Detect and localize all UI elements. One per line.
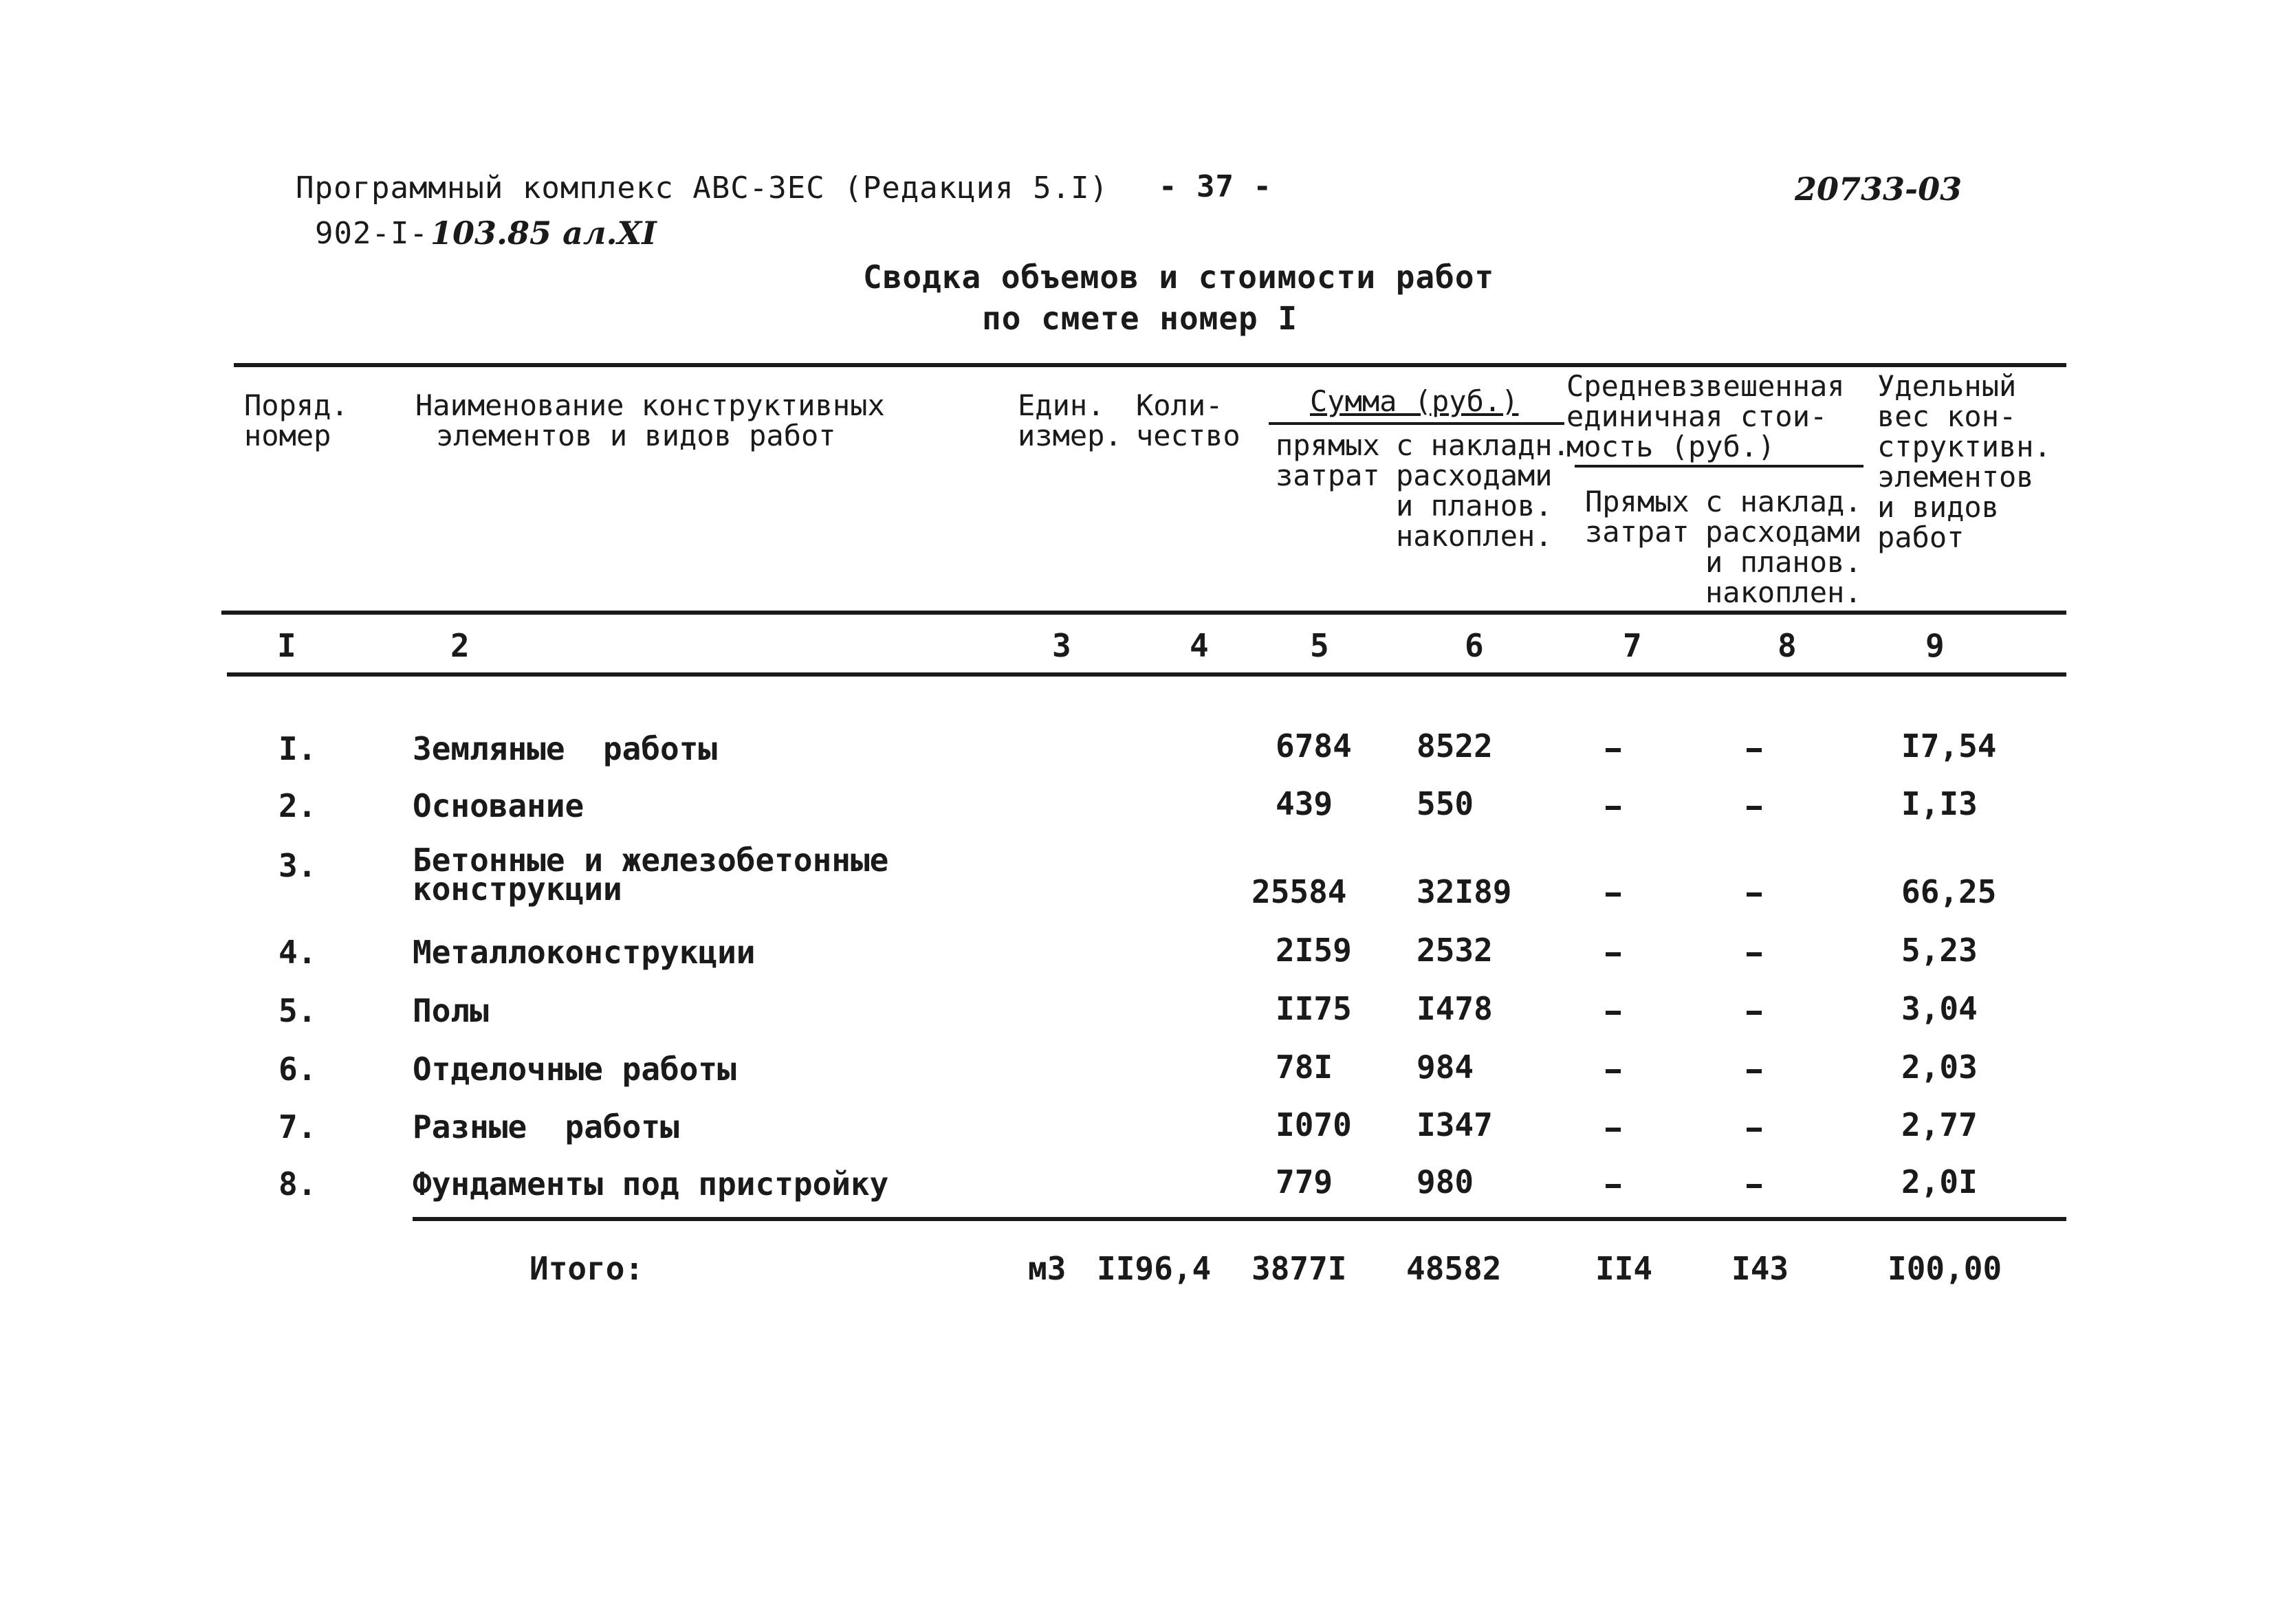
row-direct-costs: 78I bbox=[1276, 1049, 1333, 1086]
row-avg-overhead bbox=[1747, 952, 1762, 956]
row-share: I7,54 bbox=[1901, 727, 1997, 765]
document-prefix: 902-I- bbox=[315, 216, 428, 251]
col-number: 8 bbox=[1778, 627, 1797, 664]
row-number: 5. bbox=[278, 992, 317, 1029]
row-name: Земляные работы bbox=[413, 730, 718, 767]
row-avg-direct bbox=[1606, 1069, 1621, 1073]
row-share: 3,04 bbox=[1901, 990, 1978, 1027]
col-header-avg-group: Средневзвешенная единичная стои- мость (руб.) bbox=[1566, 369, 1845, 463]
row-with-overhead: I478 bbox=[1417, 990, 1493, 1027]
col-number: 4 bbox=[1190, 627, 1209, 664]
row-number: 4. bbox=[278, 934, 317, 971]
row-avg-overhead bbox=[1747, 748, 1762, 752]
col-header-share: Удельный вес кон- структивн. элементов и видов работ bbox=[1877, 369, 2051, 554]
row-direct-costs: I070 bbox=[1276, 1106, 1352, 1143]
total-avg-overhead: I43 bbox=[1731, 1250, 1789, 1287]
col-number: 6 bbox=[1465, 627, 1484, 664]
row-avg-overhead bbox=[1747, 1069, 1762, 1073]
program-name: Программный комплекс АВС-ЗЕС (Редакция 5.I) bbox=[296, 171, 1109, 206]
col-number: 3 bbox=[1052, 627, 1071, 664]
col-header-sum-group: Сумма (руб.) bbox=[1310, 384, 1519, 418]
col-header-direct-costs: прямых затрат bbox=[1276, 428, 1380, 492]
row-avg-overhead bbox=[1747, 1128, 1762, 1132]
row-direct-costs: 6784 bbox=[1276, 727, 1352, 765]
col-header-order: Поряд. номер bbox=[244, 388, 349, 452]
total-unit: м3 bbox=[1028, 1250, 1067, 1287]
row-number: 2. bbox=[278, 787, 317, 824]
row-share: I,I3 bbox=[1901, 785, 1978, 822]
total-avg-direct: II4 bbox=[1595, 1250, 1653, 1287]
col-header-avg-overhead: с наклад. расходами и планов. накоплен. bbox=[1705, 485, 1862, 609]
row-avg-overhead bbox=[1747, 806, 1762, 810]
row-name: Отделочные работы bbox=[413, 1051, 736, 1088]
row-share: 5,23 bbox=[1901, 932, 1978, 969]
row-avg-direct bbox=[1606, 1128, 1621, 1132]
page-number: - 37 - bbox=[1159, 169, 1272, 204]
row-direct-costs: 25584 bbox=[1251, 873, 1347, 910]
row-with-overhead: 32I89 bbox=[1417, 873, 1512, 910]
row-avg-direct bbox=[1606, 952, 1621, 956]
row-avg-direct bbox=[1606, 892, 1621, 897]
col-numbers-bottom-rule bbox=[227, 672, 2066, 677]
avg-group-rule bbox=[1575, 465, 1863, 468]
row-share: 2,03 bbox=[1901, 1049, 1978, 1086]
col-number: 7 bbox=[1623, 627, 1642, 664]
table-title: Сводка объемов и стоимости работ bbox=[863, 259, 1495, 296]
row-share: 66,25 bbox=[1901, 873, 1997, 910]
col-header-quantity: Коли- чество bbox=[1136, 388, 1240, 452]
row-name: Фундаменты под пристройку bbox=[413, 1165, 889, 1203]
total-share: I00,00 bbox=[1888, 1250, 2002, 1287]
row-share: 2,0I bbox=[1901, 1163, 1978, 1200]
row-number: 3. bbox=[278, 847, 317, 884]
col-header-unit: Един. измер. bbox=[1018, 388, 1122, 452]
document-code-right: 20733-03 bbox=[1795, 171, 1963, 208]
row-avg-direct bbox=[1606, 806, 1621, 810]
row-name: Основание bbox=[413, 787, 584, 824]
row-number: I. bbox=[278, 730, 317, 767]
row-number: 8. bbox=[278, 1165, 317, 1203]
row-share: 2,77 bbox=[1901, 1106, 1978, 1143]
total-direct-costs: 3877I bbox=[1251, 1250, 1347, 1287]
row-direct-costs: II75 bbox=[1276, 990, 1352, 1027]
total-label: Итого: bbox=[529, 1250, 644, 1287]
table-top-rule bbox=[234, 363, 2066, 367]
row-direct-costs: 779 bbox=[1276, 1163, 1333, 1200]
row-number: 7. bbox=[278, 1108, 317, 1145]
row-number: 6. bbox=[278, 1051, 317, 1088]
row-name: Металлоконструкции bbox=[413, 934, 756, 971]
col-header-name: Наименование конструктивных элементов и видов работ bbox=[415, 388, 885, 452]
col-number: 2 bbox=[450, 627, 470, 664]
row-avg-overhead bbox=[1747, 1184, 1762, 1188]
row-with-overhead: 550 bbox=[1417, 785, 1474, 822]
col-header-with-overhead: с накладн. расходами и планов. накоплен. bbox=[1396, 428, 1570, 553]
row-avg-overhead bbox=[1747, 892, 1762, 897]
row-direct-costs: 439 bbox=[1276, 785, 1333, 822]
col-number: 5 bbox=[1310, 627, 1329, 664]
document-handwritten-number: 103.85 ал.XI bbox=[430, 215, 657, 252]
row-with-overhead: I347 bbox=[1417, 1106, 1493, 1143]
sum-group-rule bbox=[1269, 422, 1564, 425]
row-avg-overhead bbox=[1747, 1011, 1762, 1015]
row-name: Бетонные и железобетонные конструкции bbox=[413, 842, 889, 908]
row-avg-direct bbox=[1606, 1011, 1621, 1015]
table-subtitle: по смете номер I bbox=[982, 300, 1298, 337]
row-with-overhead: 980 bbox=[1417, 1163, 1474, 1200]
col-number: 9 bbox=[1925, 627, 1945, 664]
col-header-avg-direct: Прямых затрат bbox=[1585, 485, 1690, 549]
total-quantity: II96,4 bbox=[1097, 1250, 1212, 1287]
row-with-overhead: 984 bbox=[1417, 1049, 1474, 1086]
row-name: Полы bbox=[413, 992, 489, 1029]
total-rule bbox=[413, 1217, 2066, 1221]
row-name: Разные работы bbox=[413, 1108, 679, 1145]
row-direct-costs: 2I59 bbox=[1276, 932, 1352, 969]
row-with-overhead: 2532 bbox=[1417, 932, 1493, 969]
row-with-overhead: 8522 bbox=[1417, 727, 1493, 765]
header-bottom-rule bbox=[221, 611, 2066, 615]
row-avg-direct bbox=[1606, 1184, 1621, 1188]
total-with-overhead: 48582 bbox=[1406, 1250, 1502, 1287]
row-avg-direct bbox=[1606, 748, 1621, 752]
col-number: I bbox=[277, 627, 296, 664]
